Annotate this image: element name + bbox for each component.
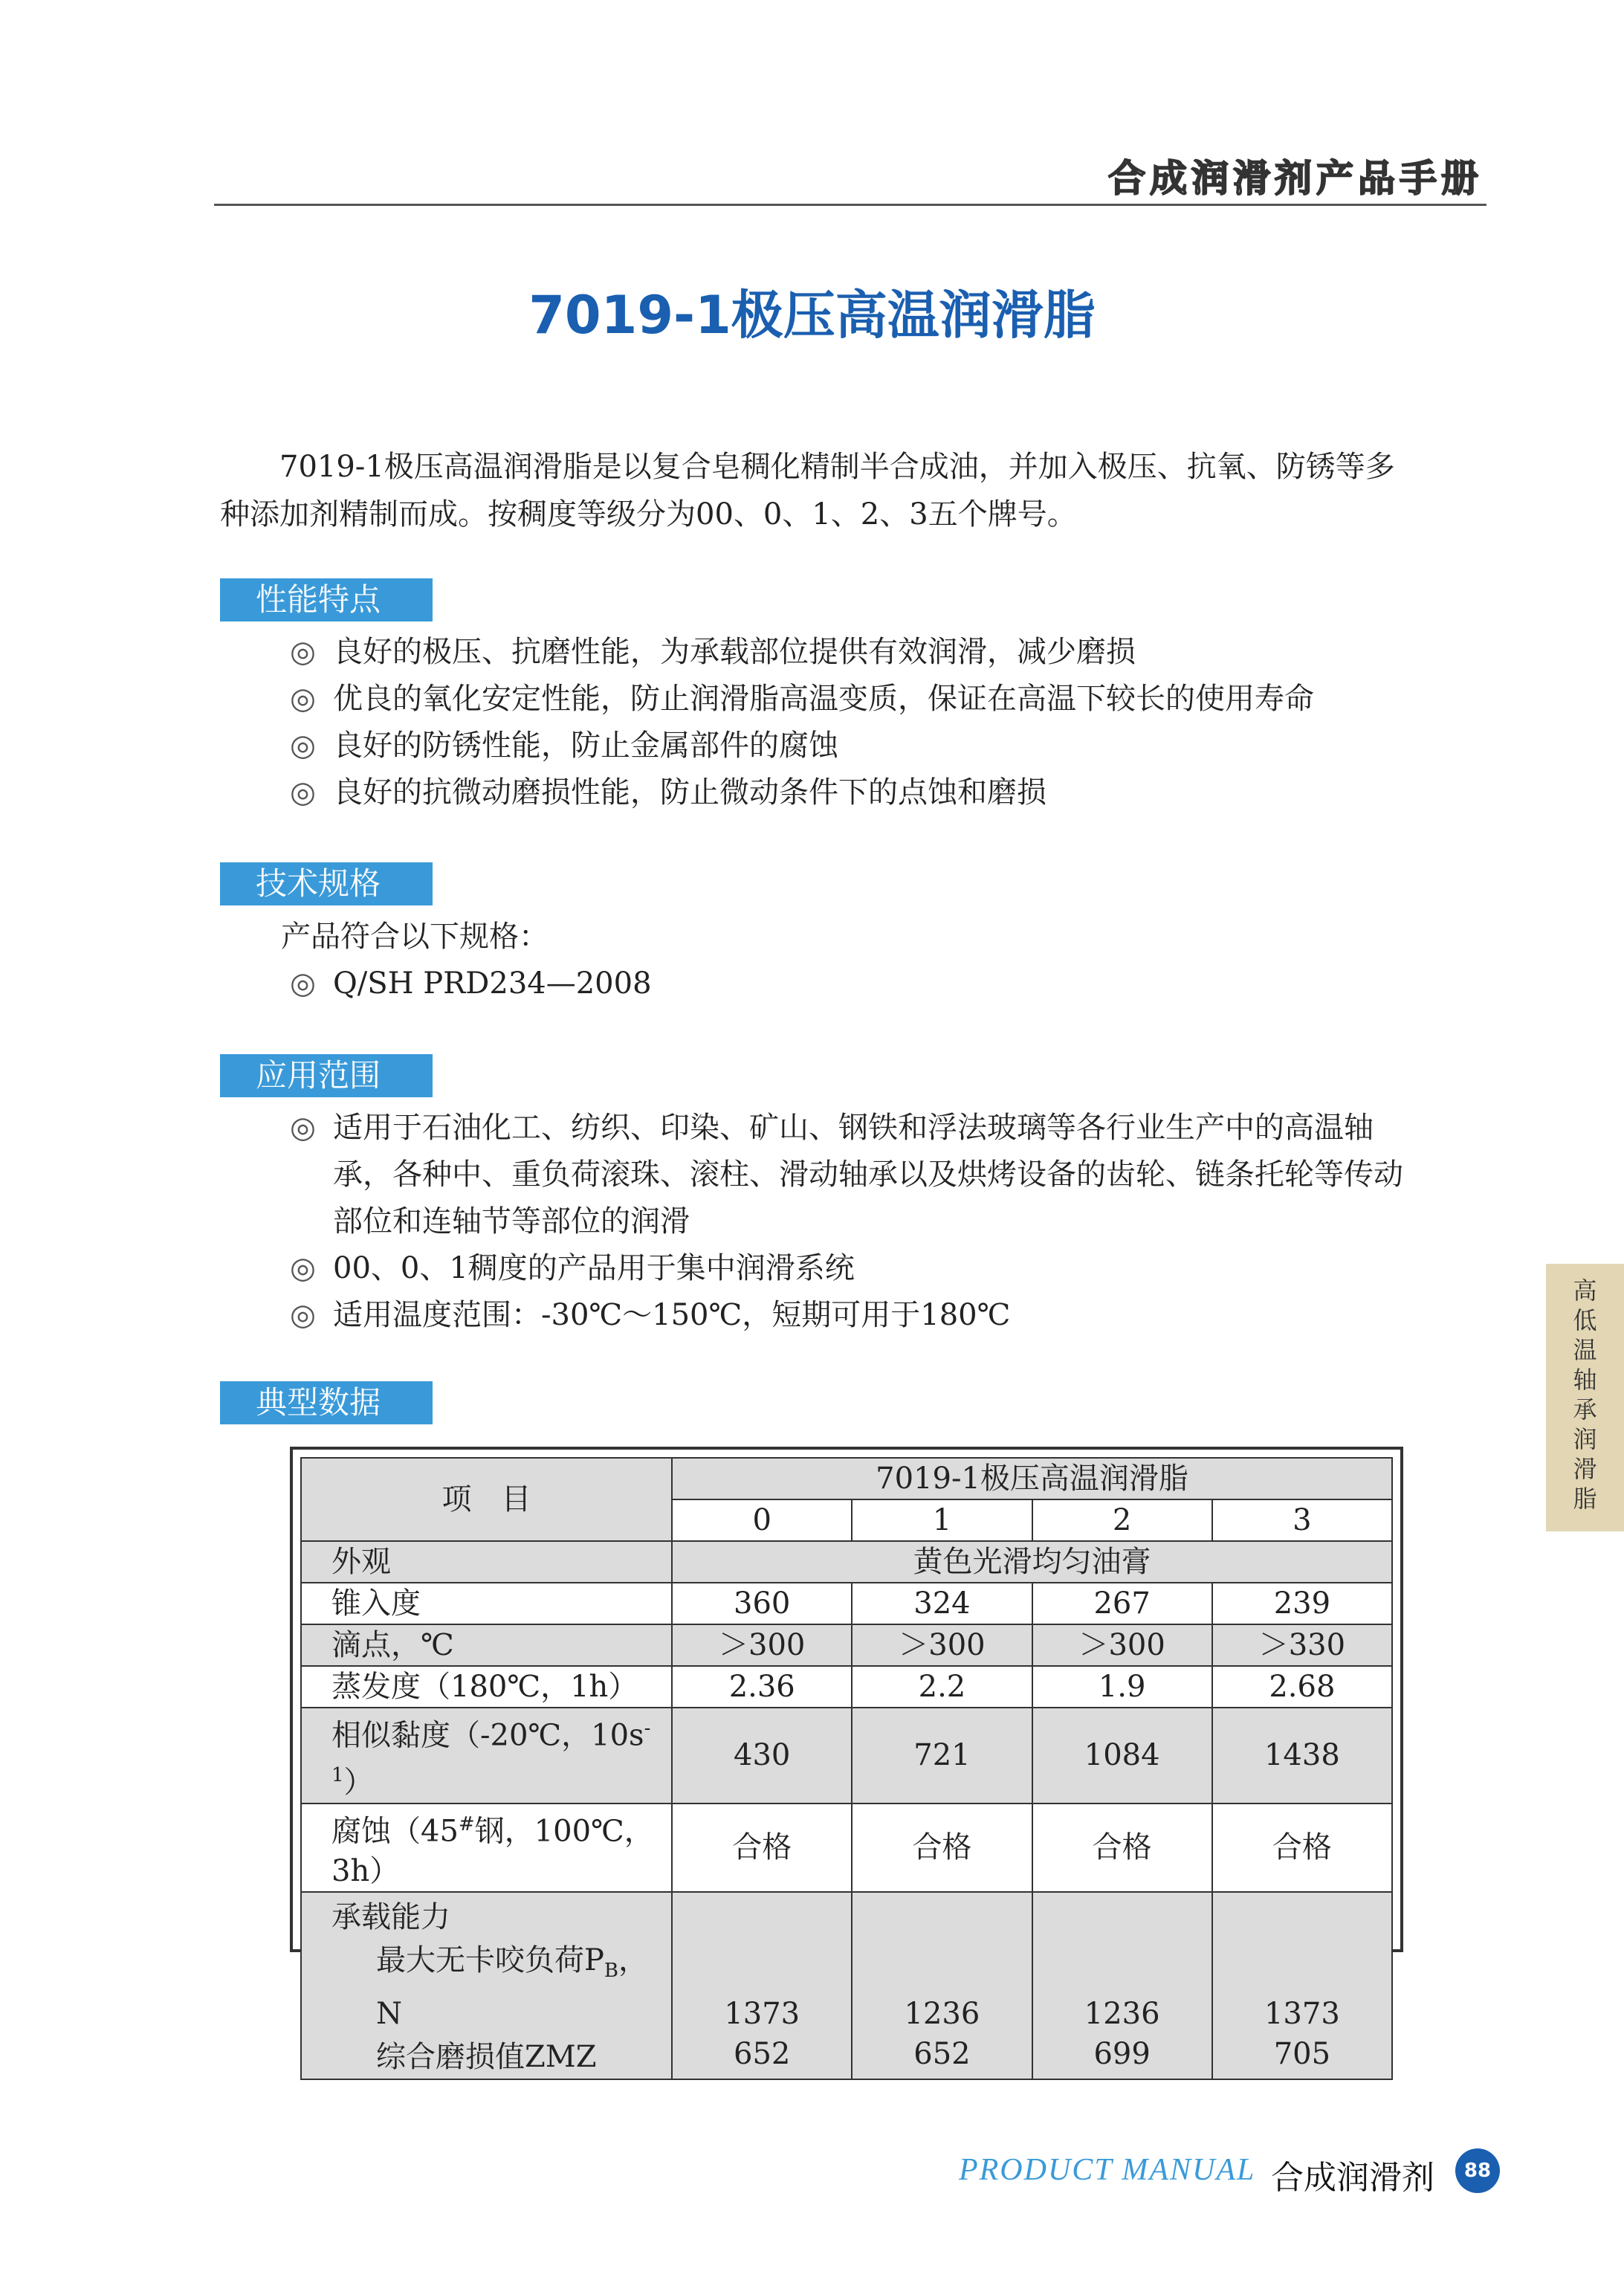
table-row (301, 1583, 1392, 1624)
header-title: 合成润滑剂产品手册 (1108, 157, 1483, 200)
section-heading-features: 性能特点 (220, 578, 433, 621)
list-item: ◎ 优良的氧化安定性能，防止润滑脂高温变质，保证在高温下较长的使用寿命 (290, 676, 1449, 723)
list-item: ◎ 00、0、1稠度的产品用于集中润滑系统 (290, 1245, 1427, 1292)
table-cell: ＞300 (852, 1624, 1032, 1666)
table-cell: 1373 705 (1212, 1892, 1392, 2079)
table-cell: 合格 (672, 1804, 852, 1892)
table-row (301, 1624, 1392, 1666)
grade-header: 2 (1032, 1499, 1212, 1541)
footer-english: PRODUCT MANUAL (959, 2153, 1256, 2187)
table-cell: 721 (852, 1708, 1032, 1804)
grade-header: 0 (672, 1499, 852, 1541)
row-label: 蒸发度（180℃，1h） (301, 1666, 672, 1708)
table-row (301, 1708, 1392, 1804)
table-cell: 239 (1212, 1583, 1392, 1624)
table-cell: ＞330 (1212, 1624, 1392, 1666)
list-item: ◎ 良好的抗微动磨损性能，防止微动条件下的点蚀和磨损 (290, 769, 1449, 816)
table-cell: ＞300 (1032, 1624, 1212, 1666)
bullet-icon: ◎ (290, 1111, 316, 1145)
table-cell: 1236 699 (1032, 1892, 1212, 2079)
row-label: 外观 (301, 1541, 672, 1583)
bullet-icon: ◎ (290, 635, 316, 669)
table-cell: 合格 (1032, 1804, 1212, 1892)
specs-intro: 产品符合以下规格： (281, 920, 549, 954)
table-cell: 430 (672, 1708, 852, 1804)
bullet-icon: ◎ (290, 1298, 316, 1332)
table-cell: 黄色光滑均匀油膏 (672, 1541, 1392, 1583)
row-label: 锥入度 (301, 1583, 672, 1624)
table-cell: 360 (672, 1583, 852, 1624)
features-list (290, 629, 1449, 816)
table-row (301, 1892, 1392, 2079)
data-table (300, 1457, 1393, 2080)
list-item: ◎ 良好的极压、抗磨性能，为承载部位提供有效润滑，减少磨损 (290, 629, 1449, 676)
list-item: ◎ 良好的防锈性能，防止金属部件的腐蚀 (290, 723, 1449, 769)
list-item: ◎ 适用于石油化工、纺织、印染、矿山、钢铁和浮法玻璃等各行业生产中的高温轴承，各种中、重负荷滚珠、滚柱、滑动轴承以及烘烤设备的齿轮、链条托轮等传动部位和连轴节等部位的润滑 (290, 1105, 1427, 1245)
table-cell: 1373 652 (672, 1892, 852, 2079)
list-item: ◎ 适用温度范围：-30℃～150℃，短期可用于180℃ (290, 1292, 1427, 1339)
intro-paragraph: 7019-1极压高温润滑脂是以复合皂稠化精制半合成油，并加入极压、抗氧、防锈等多种添加剂精制而成。按稠度等级分为00、0、1、2、3五个牌号。 (220, 450, 1395, 532)
row-label-load: 承载能力 最大无卡咬负荷$P_B$，N 综合磨损值ZMZ (301, 1892, 672, 2079)
side-tab: 高 低 温 轴 承 润 滑 脂 (1546, 1264, 1624, 1531)
table-cell: ＞300 (672, 1624, 852, 1666)
row-label: 相似黏度（-20℃，$10s^{-1}$） (301, 1708, 672, 1804)
table-row (301, 1541, 1392, 1583)
table-cell: 1236 652 (852, 1892, 1032, 2079)
grade-header: 1 (852, 1499, 1032, 1541)
header-divider (214, 204, 1486, 206)
section-heading-data: 典型数据 (220, 1381, 433, 1424)
grade-header: 3 (1212, 1499, 1392, 1541)
table-row (301, 1458, 1392, 1499)
table-cell: 324 (852, 1583, 1032, 1624)
section-heading-specs: 技术规格 (220, 862, 433, 905)
bullet-icon: ◎ (290, 682, 316, 716)
table-cell: 2.36 (672, 1666, 852, 1708)
bullet-icon: ◎ (290, 729, 316, 763)
bullet-icon: ◎ (290, 775, 316, 810)
row-label: 腐蚀（45#钢，100℃，3h） (301, 1804, 672, 1892)
table-cell: 1.9 (1032, 1666, 1212, 1708)
table-cell: 2.2 (852, 1666, 1032, 1708)
table-header-item: 项 目 (301, 1458, 672, 1541)
table-cell: 合格 (852, 1804, 1032, 1892)
table-header-product: 7019-1极压高温润滑脂 (672, 1458, 1392, 1499)
table-row (301, 1804, 1392, 1892)
table-cell: 1084 (1032, 1708, 1212, 1804)
applications-list (290, 1105, 1427, 1339)
row-label: 滴点，℃ (301, 1624, 672, 1666)
table-row (301, 1666, 1392, 1708)
section-heading-applications: 应用范围 (220, 1054, 433, 1097)
list-item: ◎ Q/SH PRD234—2008 (290, 960, 1449, 1007)
table-cell: 2.68 (1212, 1666, 1392, 1708)
table-cell: 合格 (1212, 1804, 1392, 1892)
specs-list (290, 960, 1449, 1007)
table-cell: 1438 (1212, 1708, 1392, 1804)
bullet-icon: ◎ (290, 1251, 316, 1285)
page-title: 7019-1极压高温润滑脂 (528, 285, 1096, 346)
bullet-icon: ◎ (290, 966, 316, 1001)
table-cell: 267 (1032, 1583, 1212, 1624)
data-table-frame (290, 1447, 1403, 2074)
footer-chinese: 合成润滑剂 (1271, 2159, 1434, 2197)
page-number-badge: 88 (1455, 2148, 1500, 2193)
